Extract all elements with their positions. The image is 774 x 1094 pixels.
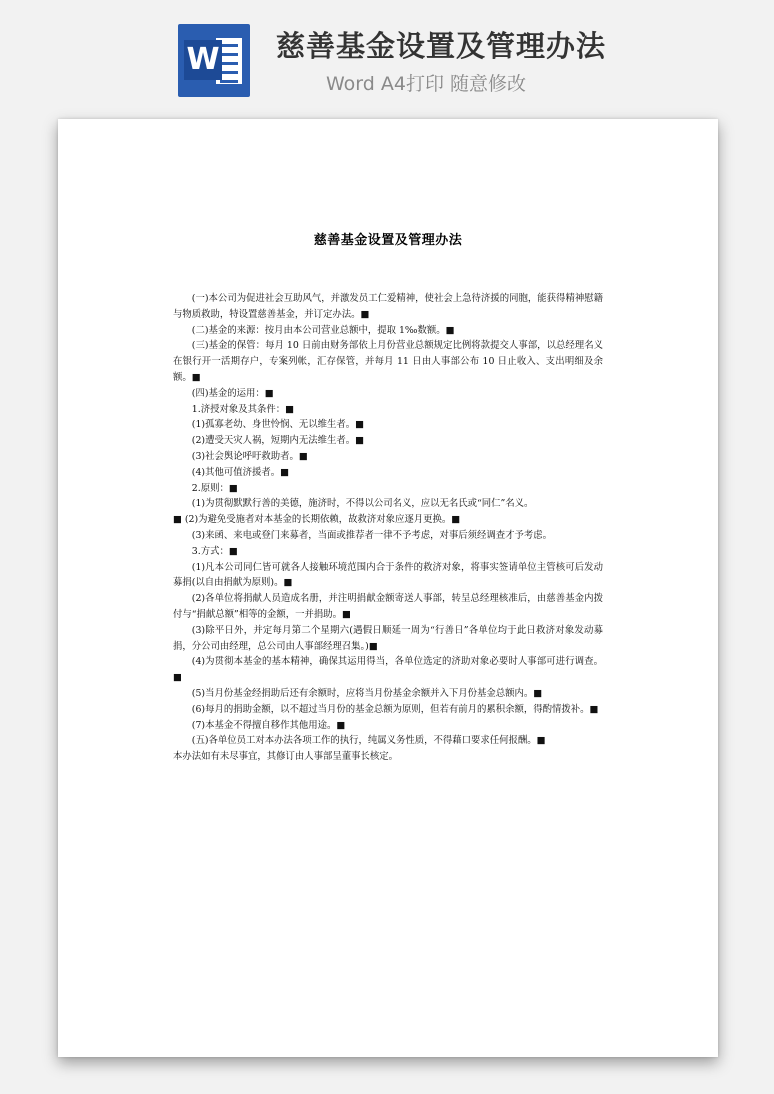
paragraph: (五)各单位员工对本办法各项工作的执行，纯属义务性质，不得藉口要求任何报酬。■: [191, 735, 546, 747]
paragraph: (6)每月的捐助金额，以不超过当月份的基金总额为原则，但若有前月的累积余额，得酌情拨补。■: [191, 703, 599, 715]
paragraph: (1)凡本公司同仁皆可就各人接触环境范围内合于条件的救济对象，将事实签请单位主管核可后发动募捐(以自由捐献为原则)。■: [173, 561, 603, 589]
paragraph: (3)来函、来电或登门来募者，当面或推荐者一律不予考虑，对事后须经调查才予考虑。: [191, 529, 552, 541]
document-title: 慈善基金设置及管理办法: [313, 233, 463, 248]
paragraph: (三)基金的保管：每月 10 日前由财务部依上月份营业总额规定比例将款提交人事部，以总经理名义在银行开一活期存户，专案列帐，汇存保管，并每月 11 日由人事部公布 10 日止收入、支出明细及余额。■: [173, 340, 603, 383]
paragraph: (一)本公司为促进社会互助风气，并激发员工仁爱精神，使社会上急待济援的同胞，能获得精神慰籍与物质救助，特设置慈善基金，并订定办法。■: [173, 293, 603, 320]
document-page: [58, 119, 718, 1057]
paragraph: (4)为贯彻本基金的基本精神，确保其运用得当，各单位选定的济助对象必要时人事部可进行调查。■: [173, 656, 603, 684]
paragraph: (1)孤寡老幼、身世怜悯、无以维生者。■: [191, 419, 364, 431]
paragraph: (2)遭受天灾人祸，短期内无法维生者。■: [191, 435, 364, 447]
paragraph: (3)除平日外，并定每月第二个星期六(遇假日顺延一周为“行善日”各单位均于此日救济对象发动募捐，分公司由经理，总公司由人事部经理召集。)■: [173, 624, 603, 652]
paragraph: (3)社会舆论呼吁救助者。■: [191, 450, 308, 462]
paragraph: (2)各单位将捐献人员造成名册，并注明捐献金额寄送人事部，转呈总经理核准后，由慈善基金内拨付与“捐献总额”相等的金额，一并捐助。■: [173, 593, 603, 620]
paragraph: 2.原则：■: [191, 482, 238, 494]
paragraph: (1)为贯彻默默行善的美德，施济时，不得以公司名义，应以无名氏或“同仁”名义。: [191, 498, 534, 510]
paragraph: 3.方式：■: [191, 545, 238, 557]
word-logo-letter: W: [184, 40, 222, 80]
paragraph: 1.济授对象及其条件：■: [191, 403, 294, 415]
paragraph: (二)基金的来源：按月由本公司营业总额中，提取 1‰数额。■: [191, 324, 455, 336]
banner-title: 慈善基金设置及管理办法: [276, 29, 607, 63]
paragraph: (7)本基金不得擅自移作其他用途。■: [191, 719, 346, 731]
document-body: [173, 291, 603, 765]
paragraph: (4)其他可值济援者。■: [191, 466, 289, 478]
header-banner: [0, 0, 774, 110]
paragraph: ■ (2)为避免受施者对本基金的长期依赖，故救济对象应逐月更换。■: [173, 514, 461, 526]
word-document-icon: [178, 24, 250, 97]
paragraph: (四)基金的运用：■: [191, 387, 274, 399]
paragraph: (5)当月份基金经捐助后还有余额时，应将当月份基金余额并入下月份基金总额内。■: [191, 687, 543, 699]
paragraph: 本办法如有未尽事宜，其修订由人事部呈董事长核定。: [173, 751, 399, 763]
banner-subtitle: Word A4打印 随意修改: [326, 73, 527, 95]
